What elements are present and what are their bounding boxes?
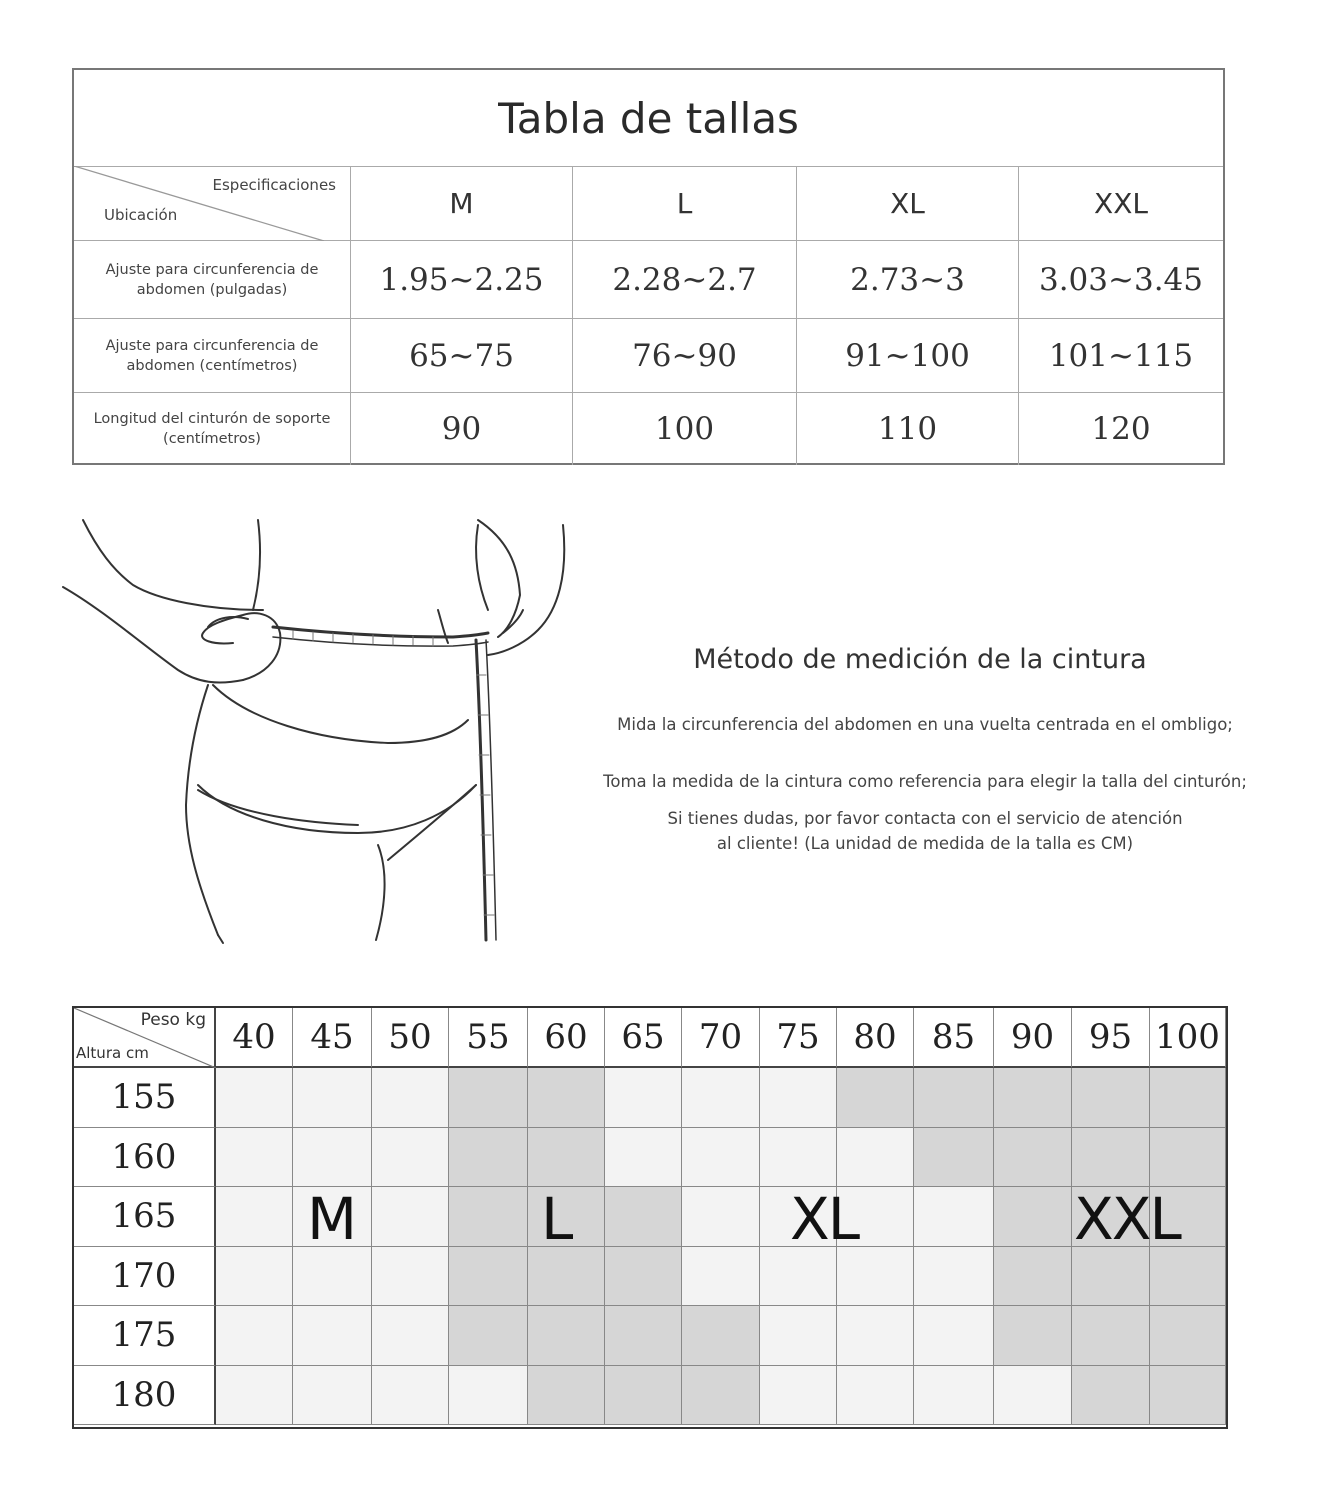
grid-cell bbox=[760, 1068, 837, 1128]
method-instruction-3: Si tienes dudas, por favor contacta con el servicio de atención bbox=[667, 809, 1183, 828]
grid-cell bbox=[837, 1128, 914, 1188]
size-value: 1.95~2.25 bbox=[351, 241, 573, 318]
grid-cell bbox=[372, 1366, 449, 1426]
corner-location-label: Ubicación bbox=[104, 206, 178, 224]
grid-cell bbox=[994, 1306, 1072, 1366]
grid-cell bbox=[1072, 1306, 1150, 1366]
grid-cell bbox=[994, 1128, 1072, 1188]
size-header-row bbox=[74, 166, 1223, 241]
grid-cell bbox=[528, 1306, 605, 1366]
grid-cell bbox=[1072, 1366, 1150, 1426]
grid-cell bbox=[837, 1306, 914, 1366]
size-header-xl: XL bbox=[797, 166, 1019, 240]
grid-cell bbox=[372, 1068, 449, 1128]
method-instruction-1: Mida la circunferencia del abdomen en una vuelta centrada en el ombligo; bbox=[617, 715, 1233, 734]
waist-measurement-illustration bbox=[58, 515, 578, 945]
size-value: 3.03~3.45 bbox=[1038, 261, 1204, 298]
row-label: Longitud del cinturón de soporte (centímetros) bbox=[74, 393, 351, 465]
size-table-corner bbox=[74, 166, 351, 240]
height-label: 180 bbox=[74, 1366, 216, 1426]
height-axis-label: Altura cm bbox=[76, 1044, 149, 1062]
weight-header: 70 bbox=[682, 1008, 760, 1068]
grid-corner bbox=[74, 1008, 216, 1068]
grid-cell bbox=[216, 1068, 293, 1128]
grid-cell bbox=[216, 1366, 293, 1426]
height-label: 170 bbox=[74, 1247, 216, 1307]
corner-spec-label: Especificaciones bbox=[212, 176, 336, 194]
grid-cell bbox=[372, 1306, 449, 1366]
size-row-belt-length bbox=[74, 393, 1223, 465]
grid-cell bbox=[372, 1247, 449, 1307]
size-zone-xl: XL bbox=[790, 1185, 859, 1253]
grid-cell bbox=[216, 1128, 293, 1188]
grid-cell bbox=[449, 1306, 528, 1366]
grid-cell bbox=[682, 1128, 760, 1188]
weight-header: 95 bbox=[1072, 1008, 1150, 1068]
weight-axis-label: Peso kg bbox=[140, 1010, 206, 1030]
weight-header: 60 bbox=[528, 1008, 605, 1068]
weight-header: 85 bbox=[914, 1008, 994, 1068]
grid-cell bbox=[449, 1247, 528, 1307]
grid-cell bbox=[1150, 1128, 1226, 1188]
size-value: 2.73~3 bbox=[797, 241, 1019, 318]
grid-cell bbox=[605, 1128, 682, 1188]
grid-cell bbox=[449, 1068, 528, 1128]
size-header-l: L bbox=[573, 166, 797, 240]
grid-cell bbox=[528, 1247, 605, 1307]
grid-cell bbox=[293, 1306, 372, 1366]
grid-cell bbox=[216, 1187, 293, 1247]
size-zone-xxl: XXL bbox=[1074, 1185, 1180, 1253]
height-label: 155 bbox=[74, 1068, 216, 1128]
row-label: Ajuste para circunferencia de abdomen (pulgadas) bbox=[74, 241, 351, 318]
size-value: 2.28~2.7 bbox=[573, 241, 797, 318]
height-label: 165 bbox=[74, 1187, 216, 1247]
size-value: 120 bbox=[1091, 411, 1151, 447]
row-label: Ajuste para circunferencia de abdomen (centímetros) bbox=[74, 319, 351, 392]
size-header-xxl: XXL bbox=[1094, 186, 1148, 220]
grid-cell bbox=[605, 1366, 682, 1426]
size-table bbox=[72, 68, 1225, 465]
grid-cell bbox=[216, 1247, 293, 1307]
grid-cell bbox=[1150, 1366, 1226, 1426]
size-table-title: Tabla de tallas bbox=[74, 70, 1223, 167]
size-header-m: M bbox=[351, 166, 573, 240]
grid-cell bbox=[1150, 1306, 1226, 1366]
weight-header: 55 bbox=[449, 1008, 528, 1068]
method-instruction-2: Toma la medida de la cintura como referencia para elegir la talla del cinturón; bbox=[603, 772, 1247, 791]
grid-cell bbox=[449, 1128, 528, 1188]
grid-cell bbox=[605, 1068, 682, 1128]
grid-cell bbox=[293, 1366, 372, 1426]
grid-cell bbox=[1072, 1128, 1150, 1188]
grid-cell bbox=[760, 1306, 837, 1366]
grid-cell bbox=[914, 1187, 994, 1247]
method-title: Método de medición de la cintura bbox=[693, 644, 1147, 675]
grid-cell bbox=[837, 1247, 914, 1307]
grid-cell bbox=[994, 1366, 1072, 1426]
grid-cell bbox=[528, 1128, 605, 1188]
size-value: 101~115 bbox=[1048, 337, 1194, 374]
grid-cell bbox=[1072, 1068, 1150, 1128]
weight-header: 90 bbox=[994, 1008, 1072, 1068]
weight-header: 65 bbox=[605, 1008, 682, 1068]
grid-cell bbox=[682, 1068, 760, 1128]
height-label: 175 bbox=[74, 1306, 216, 1366]
size-value: 90 bbox=[351, 393, 573, 465]
weight-header: 80 bbox=[837, 1008, 914, 1068]
grid-cell bbox=[1072, 1247, 1150, 1307]
method-instruction-4: al cliente! (La unidad de medida de la talla es CM) bbox=[716, 834, 1134, 853]
height-label: 160 bbox=[74, 1128, 216, 1188]
grid-cell bbox=[914, 1068, 994, 1128]
grid-cell bbox=[528, 1068, 605, 1128]
grid-cell bbox=[1150, 1247, 1226, 1307]
grid-cell bbox=[682, 1187, 760, 1247]
grid-cell bbox=[605, 1247, 682, 1307]
size-row-abdomen-inches bbox=[74, 241, 1223, 319]
grid-cell bbox=[760, 1247, 837, 1307]
grid-cell bbox=[605, 1187, 682, 1247]
grid-cell bbox=[682, 1306, 760, 1366]
grid-cell bbox=[837, 1068, 914, 1128]
size-value: 91~100 bbox=[797, 319, 1019, 392]
size-zone-l: L bbox=[541, 1185, 572, 1253]
grid-cell bbox=[528, 1366, 605, 1426]
grid-cell bbox=[1150, 1068, 1226, 1128]
grid-cell bbox=[682, 1247, 760, 1307]
grid-cell bbox=[760, 1366, 837, 1426]
grid-cell bbox=[994, 1247, 1072, 1307]
grid-cell bbox=[293, 1247, 372, 1307]
grid-cell bbox=[914, 1306, 994, 1366]
grid-cell bbox=[372, 1187, 449, 1247]
grid-cell bbox=[293, 1128, 372, 1188]
weight-header: 45 bbox=[293, 1008, 372, 1068]
grid-cell bbox=[449, 1187, 528, 1247]
grid-cell bbox=[449, 1366, 528, 1426]
weight-header: 50 bbox=[372, 1008, 449, 1068]
grid-cell bbox=[914, 1128, 994, 1188]
size-value: 65~75 bbox=[351, 319, 573, 392]
weight-header: 40 bbox=[216, 1008, 293, 1068]
weight-header: 75 bbox=[760, 1008, 837, 1068]
height-weight-size-grid bbox=[72, 1006, 1228, 1429]
grid-cell bbox=[216, 1306, 293, 1366]
grid-cell bbox=[605, 1306, 682, 1366]
grid-cell bbox=[914, 1247, 994, 1307]
size-value: 110 bbox=[797, 393, 1019, 465]
grid-cell bbox=[372, 1128, 449, 1188]
size-value: 100 bbox=[573, 393, 797, 465]
grid-cell bbox=[760, 1128, 837, 1188]
weight-header: 100 bbox=[1150, 1008, 1226, 1068]
grid-cell bbox=[914, 1366, 994, 1426]
size-zone-m: M bbox=[307, 1185, 356, 1253]
size-value: 76~90 bbox=[573, 319, 797, 392]
size-table-grid bbox=[74, 166, 1223, 463]
grid-cell bbox=[994, 1187, 1072, 1247]
size-row-abdomen-cm bbox=[74, 319, 1223, 393]
grid-cell bbox=[994, 1068, 1072, 1128]
grid-cell bbox=[682, 1366, 760, 1426]
grid-cell bbox=[293, 1068, 372, 1128]
grid-cell bbox=[837, 1366, 914, 1426]
